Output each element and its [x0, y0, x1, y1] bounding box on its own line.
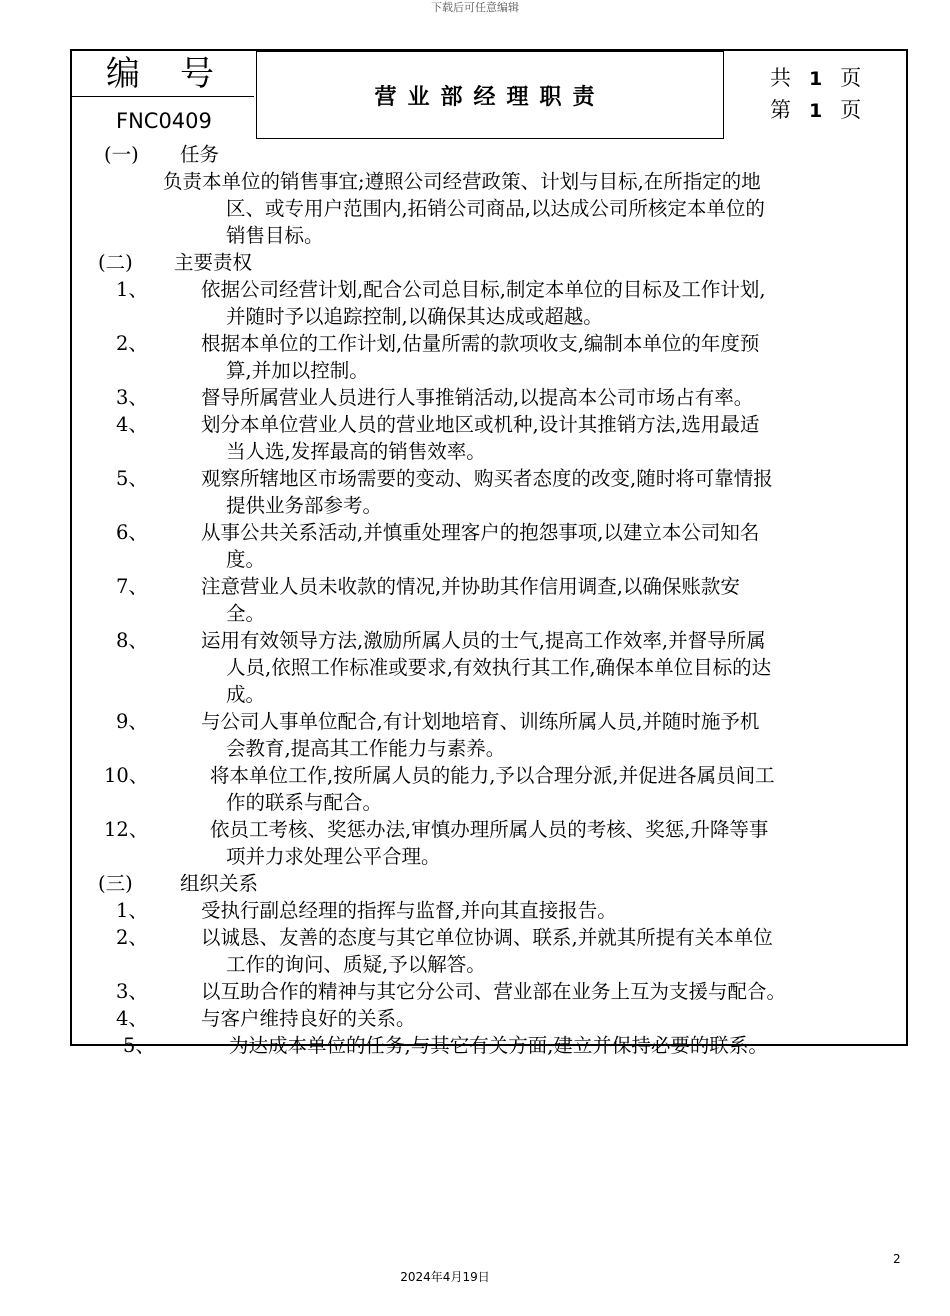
list-item: 依据公司经营计划,配合公司总目标,制定本单位的目标及工作计划, — [201, 278, 766, 301]
list-item-number: 1、 — [116, 899, 148, 922]
list-item: 并随时予以追踪控制,以确保其达成或超越。 — [226, 305, 603, 328]
section-1-text: 负责本单位的销售事宜;遵照公司经营政策、计划与目标,在所指定的地 — [163, 170, 761, 193]
list-item-number: 3、 — [116, 386, 148, 409]
code-divider — [72, 96, 254, 97]
list-item-number: 6、 — [116, 521, 148, 544]
section-2-title: 主要责权 — [174, 251, 253, 274]
list-item: 划分本单位营业人员的营业地区或机种,设计其推销方法,选用最适 — [201, 413, 760, 436]
list-item-number: 2、 — [116, 332, 148, 355]
list-item: 当人选,发挥最高的销售效率。 — [226, 440, 486, 463]
list-item: 项并力求处理公平合理。 — [226, 845, 441, 868]
total-pages — [770, 63, 861, 94]
header-note: 下载后可任意编辑 — [431, 1, 519, 14]
list-item: 工作的询问、质疑,予以解答。 — [226, 953, 486, 976]
list-item: 依员工考核、奖惩办法,审慎办理所属人员的考核、奖惩,升降等事 — [210, 818, 769, 841]
section-3-title: 组织关系 — [180, 872, 259, 895]
list-item-number: 5、 — [123, 1034, 155, 1057]
list-item: 成。 — [226, 683, 266, 706]
list-item-number: 8、 — [116, 629, 148, 652]
list-item-number: 5、 — [116, 467, 148, 490]
list-item: 观察所辖地区市场需要的变动、购买者态度的改变,随时将可靠情报 — [201, 467, 773, 490]
total-pages-unit: 页 — [840, 66, 862, 90]
code-value: FNC0409 — [116, 109, 212, 133]
section-2-number: (二) — [98, 251, 133, 274]
current-page — [770, 95, 861, 126]
list-item: 根据本单位的工作计划,估量所需的款项收支,编制本单位的年度预 — [201, 332, 760, 355]
list-item-number: 1、 — [116, 278, 148, 301]
list-item: 从事公共关系活动,并慎重处理客户的抱怨事项,以建立本公司知名 — [201, 521, 760, 544]
section-1-title: 任务 — [180, 143, 220, 166]
list-item: 为达成本单位的任务,与其它有关方面,建立并保持必要的联系。 — [229, 1034, 768, 1057]
list-item: 会教育,提高其工作能力与素养。 — [226, 737, 506, 760]
list-item-number: 4、 — [116, 1007, 148, 1030]
current-page-value: 1 — [809, 100, 823, 122]
doc-title: 营业部经理职责 — [374, 84, 606, 110]
list-item-number: 7、 — [116, 575, 148, 598]
list-item-number: 2、 — [116, 926, 148, 949]
code-label: 编号 — [106, 54, 254, 94]
list-item-number: 3、 — [116, 980, 148, 1003]
list-item: 将本单位工作,按所属人员的能力,予以合理分派,并促进各属员间工 — [210, 764, 775, 787]
section-1-text: 销售目标。 — [226, 224, 324, 247]
list-item: 注意营业人员未收款的情况,并协助其作信用调查,以确保账款安 — [201, 575, 740, 598]
list-item: 人员,依照工作标准或要求,有效执行其工作,确保本单位目标的达 — [226, 656, 772, 679]
list-item-number: 10、 — [104, 764, 149, 787]
page-number: 2 — [893, 1252, 901, 1266]
list-item: 与公司人事单位配合,有计划地培育、训练所属人员,并随时施予机 — [201, 710, 760, 733]
list-item: 算,并加以控制。 — [226, 359, 369, 382]
footer-date: 2024年4月19日 — [400, 1270, 490, 1284]
total-pages-value: 1 — [809, 68, 823, 90]
section-1-text: 区、或专用户范围内,拓销公司商品,以达成公司所核定本单位的 — [226, 197, 765, 220]
list-item-number: 12、 — [104, 818, 149, 841]
section-3-number: (三) — [98, 872, 133, 895]
list-item: 以互助合作的精神与其它分公司、营业部在业务上互为支援与配合。 — [201, 980, 787, 1003]
list-item-number: 9、 — [116, 710, 148, 733]
list-item: 度。 — [226, 548, 266, 571]
list-item: 以诚恳、友善的态度与其它单位协调、联系,并就其所提有关本单位 — [201, 926, 773, 949]
total-pages-label: 共 — [770, 66, 791, 90]
list-item: 督导所属营业人员进行人事推销活动,以提高本公司市场占有率。 — [201, 386, 754, 409]
list-item: 运用有效领导方法,激励所属人员的士气,提高工作效率,并督导所属 — [201, 629, 766, 652]
list-item: 全。 — [226, 602, 266, 625]
current-page-label: 第 — [770, 98, 791, 122]
current-page-unit: 页 — [840, 98, 862, 122]
list-item: 作的联系与配合。 — [226, 791, 383, 814]
section-1-number: (一) — [104, 143, 139, 166]
list-item: 提供业务部参考。 — [226, 494, 383, 517]
list-item-number: 4、 — [116, 413, 148, 436]
title-box — [256, 51, 724, 139]
list-item: 受执行副总经理的指挥与监督,并向其直接报告。 — [201, 899, 617, 922]
list-item: 与客户维持良好的关系。 — [201, 1007, 416, 1030]
